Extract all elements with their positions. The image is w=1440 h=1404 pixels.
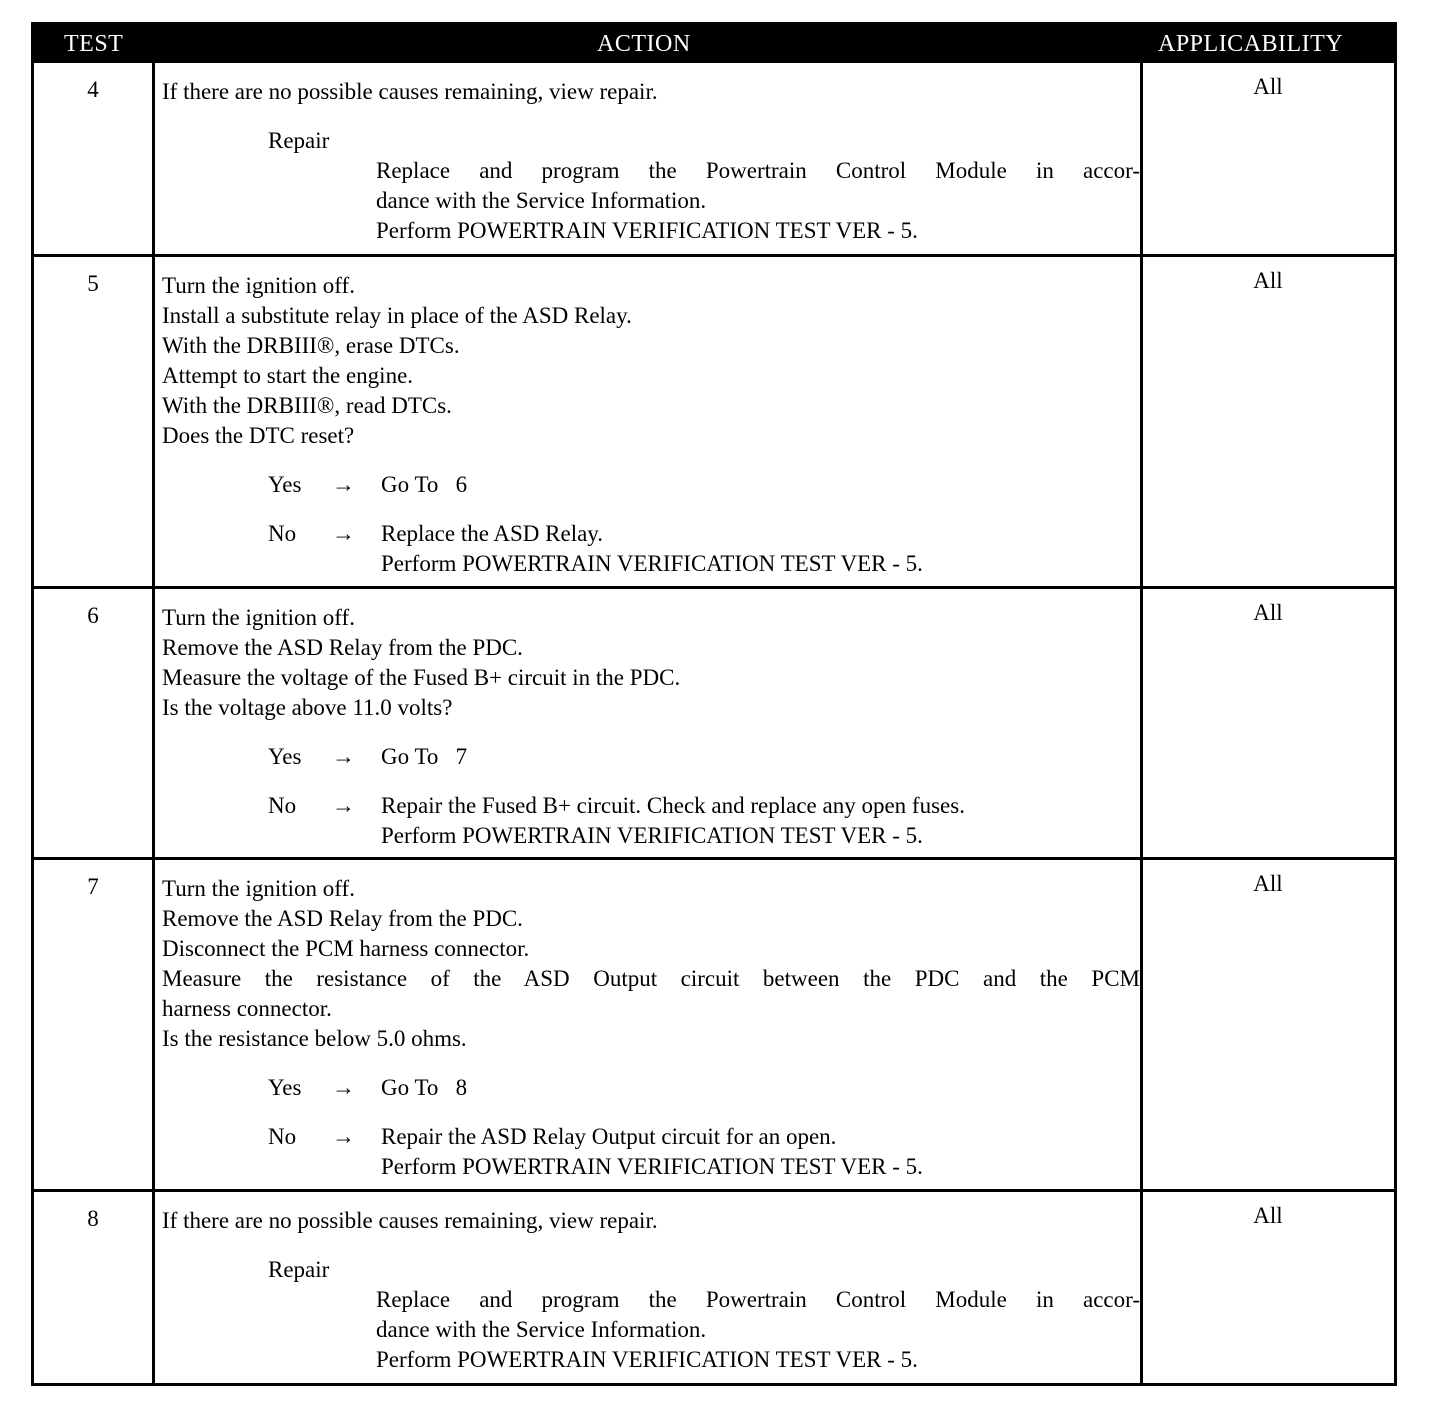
action-cell xyxy=(162,603,1140,851)
yes-label: Yes xyxy=(268,1075,302,1100)
action-line: Remove the ASD Relay from the PDC. xyxy=(162,635,523,660)
action-line: With the DRBIII®, read DTCs. xyxy=(162,393,452,418)
header-test: TEST xyxy=(64,31,124,57)
diagnostic-table xyxy=(31,22,1397,1386)
no-branch xyxy=(162,519,1140,549)
no-text: Repair the ASD Relay Output circuit for an open. xyxy=(381,1124,837,1149)
test-number: 5 xyxy=(87,271,99,296)
repair-label: Repair xyxy=(268,1257,330,1282)
action-cell xyxy=(162,77,1140,246)
action-line: With the DRBIII®, erase DTCs. xyxy=(162,333,460,358)
yes-branch xyxy=(162,1073,1140,1103)
action-line: Is the voltage above 11.0 volts? xyxy=(162,695,453,720)
action-line: Does the DTC reset? xyxy=(162,423,355,448)
test-number: 7 xyxy=(87,874,99,899)
yes-text: Go To 6 xyxy=(381,472,468,497)
test-number: 8 xyxy=(87,1206,99,1231)
column-divider xyxy=(152,63,155,1383)
action-line: If there are no possible causes remaining, view repair. xyxy=(162,1208,658,1233)
yes-label: Yes xyxy=(268,472,302,497)
repair-label: Repair xyxy=(268,128,330,153)
table-header xyxy=(34,25,1394,63)
action-line: Turn the ignition off. xyxy=(162,273,355,298)
right-arrow-icon: → xyxy=(332,521,355,546)
repair-line: Perform POWERTRAIN VERIFICATION TEST VER - 5. xyxy=(376,218,918,243)
repair-line: Replace and program the Powertrain Control Module in accor- xyxy=(376,1287,1140,1312)
no-text: Replace the ASD Relay. xyxy=(381,521,604,546)
no-label: No xyxy=(268,521,297,546)
action-cell xyxy=(162,271,1140,579)
action-line: Disconnect the PCM harness connector. xyxy=(162,936,530,961)
action-line: Turn the ignition off. xyxy=(162,876,355,901)
no-branch xyxy=(162,1122,1140,1152)
test-number: 4 xyxy=(87,77,99,102)
column-divider xyxy=(1140,63,1143,1383)
right-arrow-icon: → xyxy=(332,1124,355,1149)
action-line: Attempt to start the engine. xyxy=(162,363,414,388)
no-label: No xyxy=(268,793,297,818)
repair-line: dance with the Service Information. xyxy=(376,1317,707,1342)
test-number: 6 xyxy=(87,603,99,628)
action-line: If there are no possible causes remaining, view repair. xyxy=(162,79,658,104)
action-line: Turn the ignition off. xyxy=(162,605,355,630)
yes-branch xyxy=(162,742,1140,772)
no-text: Repair the Fused B+ circuit. Check and replace any open fuses. xyxy=(381,793,965,818)
table-row-test-7 xyxy=(34,860,1394,1192)
yes-text: Go To 7 xyxy=(381,744,468,769)
yes-label: Yes xyxy=(268,744,302,769)
no-text-continued: Perform POWERTRAIN VERIFICATION TEST VER - 5. xyxy=(381,823,923,848)
right-arrow-icon: → xyxy=(332,472,355,497)
action-cell xyxy=(162,1206,1140,1375)
action-line: Install a substitute relay in place of the ASD Relay. xyxy=(162,303,632,328)
table-row-test-4 xyxy=(34,63,1394,257)
yes-branch xyxy=(162,470,1140,500)
action-cell xyxy=(162,874,1140,1182)
applicability-value: All xyxy=(1253,871,1283,896)
repair-line: dance with the Service Information. xyxy=(376,188,707,213)
right-arrow-icon: → xyxy=(332,1075,355,1100)
header-action: ACTION xyxy=(597,31,691,57)
action-line: Measure the voltage of the Fused B+ circuit in the PDC. xyxy=(162,665,681,690)
right-arrow-icon: → xyxy=(332,793,355,818)
applicability-value: All xyxy=(1253,268,1283,293)
applicability-value: All xyxy=(1253,74,1283,99)
no-label: No xyxy=(268,1124,297,1149)
table-row-test-6 xyxy=(34,589,1394,860)
applicability-value: All xyxy=(1253,1203,1283,1228)
no-text-continued: Perform POWERTRAIN VERIFICATION TEST VER - 5. xyxy=(381,551,923,576)
action-line: Remove the ASD Relay from the PDC. xyxy=(162,906,523,931)
repair-line: Perform POWERTRAIN VERIFICATION TEST VER - 5. xyxy=(376,1347,918,1372)
repair-line: Replace and program the Powertrain Control Module in accor- xyxy=(376,158,1140,183)
applicability-value: All xyxy=(1253,600,1283,625)
header-applicability: APPLICABILITY xyxy=(1158,31,1344,57)
no-text-continued: Perform POWERTRAIN VERIFICATION TEST VER - 5. xyxy=(381,1154,923,1179)
no-branch xyxy=(162,791,1140,821)
table-row-test-5 xyxy=(34,257,1394,589)
yes-text: Go To 8 xyxy=(381,1075,468,1100)
right-arrow-icon: → xyxy=(332,744,355,769)
action-line: harness connector. xyxy=(162,996,332,1021)
action-line: Measure the resistance of the ASD Output circuit between the PDC and the PCM xyxy=(162,966,1140,991)
action-line: Is the resistance below 5.0 ohms. xyxy=(162,1026,467,1051)
table-row-test-8 xyxy=(34,1192,1394,1383)
